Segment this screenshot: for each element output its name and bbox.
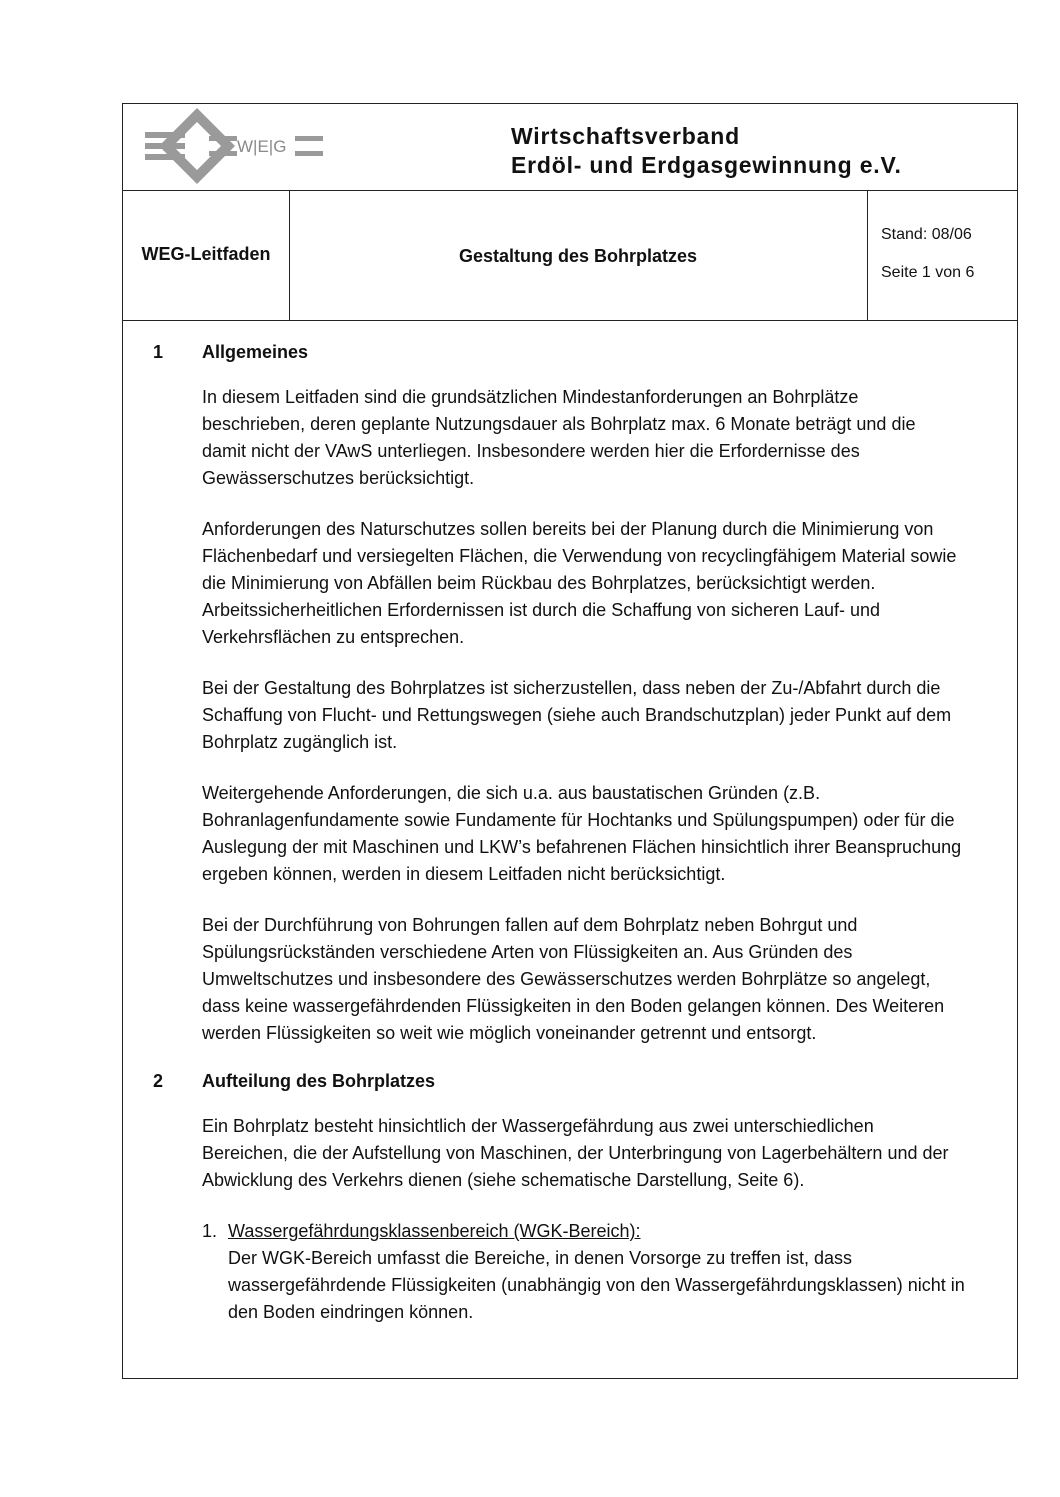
section-heading-2	[123, 1071, 1019, 1101]
logo-text: W|E|G	[237, 137, 287, 156]
list-item	[202, 1218, 982, 1326]
paragraph: Bei der Durchführung von Bohrungen fallen auf dem Bohrplatz neben Bohrgut und Spülungsrückständen verschiedene Arten von Flüssigkeiten an. Aus Gründen des Umweltschutzes und insbesondere des Gewässerschutzes werden Bohrplätze so angelegt, dass keine wassergefährdenden Flüssigkeiten in den Boden gelangen können. Des Weiteren werden Flüssigkeiten so weit wie möglich voneinander getrennt und entsorgt.	[202, 915, 945, 1043]
paragraph: Weitergehende Anforderungen, die sich u.a. aus baustatischen Gründen (z.B. Bohranlagenfundamente sowie Fundamente für Hochtanks und Spülungspumpen) oder für die Auslegung der mit Maschinen und LKW’s befahrenen Flächen hinsichtlich ihrer Beanspruchung ergeben können, werden in diesem Leitfaden nicht berücksichtigt.	[202, 783, 962, 884]
list-item-text: Der WGK-Bereich umfasst die Bereiche, in denen Vorsorge zu treffen ist, dass wassergefährdende Flüssigkeiten (unabhängig von den Wassergefährdungsklassen) nicht in den Boden eindringen können.	[228, 1248, 965, 1322]
doc-meta	[881, 216, 974, 292]
list-item-heading: Wassergefährdungsklassenbereich (WGK-Bereich):	[228, 1221, 641, 1241]
organization-name-line2: Erdöl- und Erdgasgewinnung e.V.	[511, 152, 902, 178]
doc-stand: Stand: 08/06	[881, 226, 972, 243]
header-col-divider-2	[867, 190, 868, 320]
section-heading-1	[123, 342, 1019, 372]
section-number: 2	[153, 1071, 164, 1091]
doc-type: WEG-Leitfaden	[141, 244, 271, 264]
header-bottom-divider	[123, 320, 1017, 321]
weg-logo	[145, 106, 325, 186]
paragraph: Anforderungen des Naturschutzes sollen bereits bei der Planung durch die Minimierung von Flächenbedarf und versiegelten Flächen, die Verwendung von recyclingfähigem Material sowie die Minimierung von Abfällen beim Rückbau des Bohrplatzes, berücksichtigt werden. Arbeitssicherheitlichen Erfordernissen ist durch die Schaffung von sicheren Lauf- und Verkehrsflächen zu entsprechen.	[202, 519, 957, 647]
paragraph: Ein Bohrplatz besteht hinsichtlich der Wassergefährdung aus zwei unterschiedlichen Bereichen, die der Aufstellung von Maschinen, der Unterbringung von Lagerbehältern und der Abwicklung des Verkehrs dienen (siehe schematische Darstellung, Seite 6).	[202, 1116, 949, 1190]
section-number: 1	[153, 342, 164, 362]
organization-name	[511, 122, 902, 180]
paragraph: In diesem Leitfaden sind die grundsätzlichen Mindestanforderungen an Bohrplätze beschrieben, deren geplante Nutzungsdauer als Bohrplatz max. 6 Monate beträgt und die damit nicht der VAwS unterliegen. Insbesondere werden hier die Erfordernisse des Gewässerschutzes berücksichtigt.	[202, 387, 916, 488]
document-frame	[122, 103, 1018, 1379]
organization-name-line1: Wirtschaftsverband	[511, 123, 740, 149]
section-title: Allgemeines	[202, 342, 309, 362]
document-body	[123, 326, 1019, 1326]
list-item-number: 1.	[202, 1221, 218, 1241]
paragraph: Bei der Gestaltung des Bohrplatzes ist sicherzustellen, dass neben der Zu-/Abfahrt durch die Schaffung von Flucht- und Rettungswegen (siehe auch Brandschutzplan) jeder Punkt auf dem Bohrplatz zugänglich ist.	[202, 678, 952, 752]
section-title: Aufteilung des Bohrplatzes	[202, 1071, 436, 1091]
weg-logo-icon	[145, 106, 325, 186]
doc-title: Gestaltung des Bohrplatzes	[458, 246, 698, 266]
header-divider	[123, 190, 1017, 191]
doc-page-number: Seite 1 von 6	[881, 264, 975, 281]
